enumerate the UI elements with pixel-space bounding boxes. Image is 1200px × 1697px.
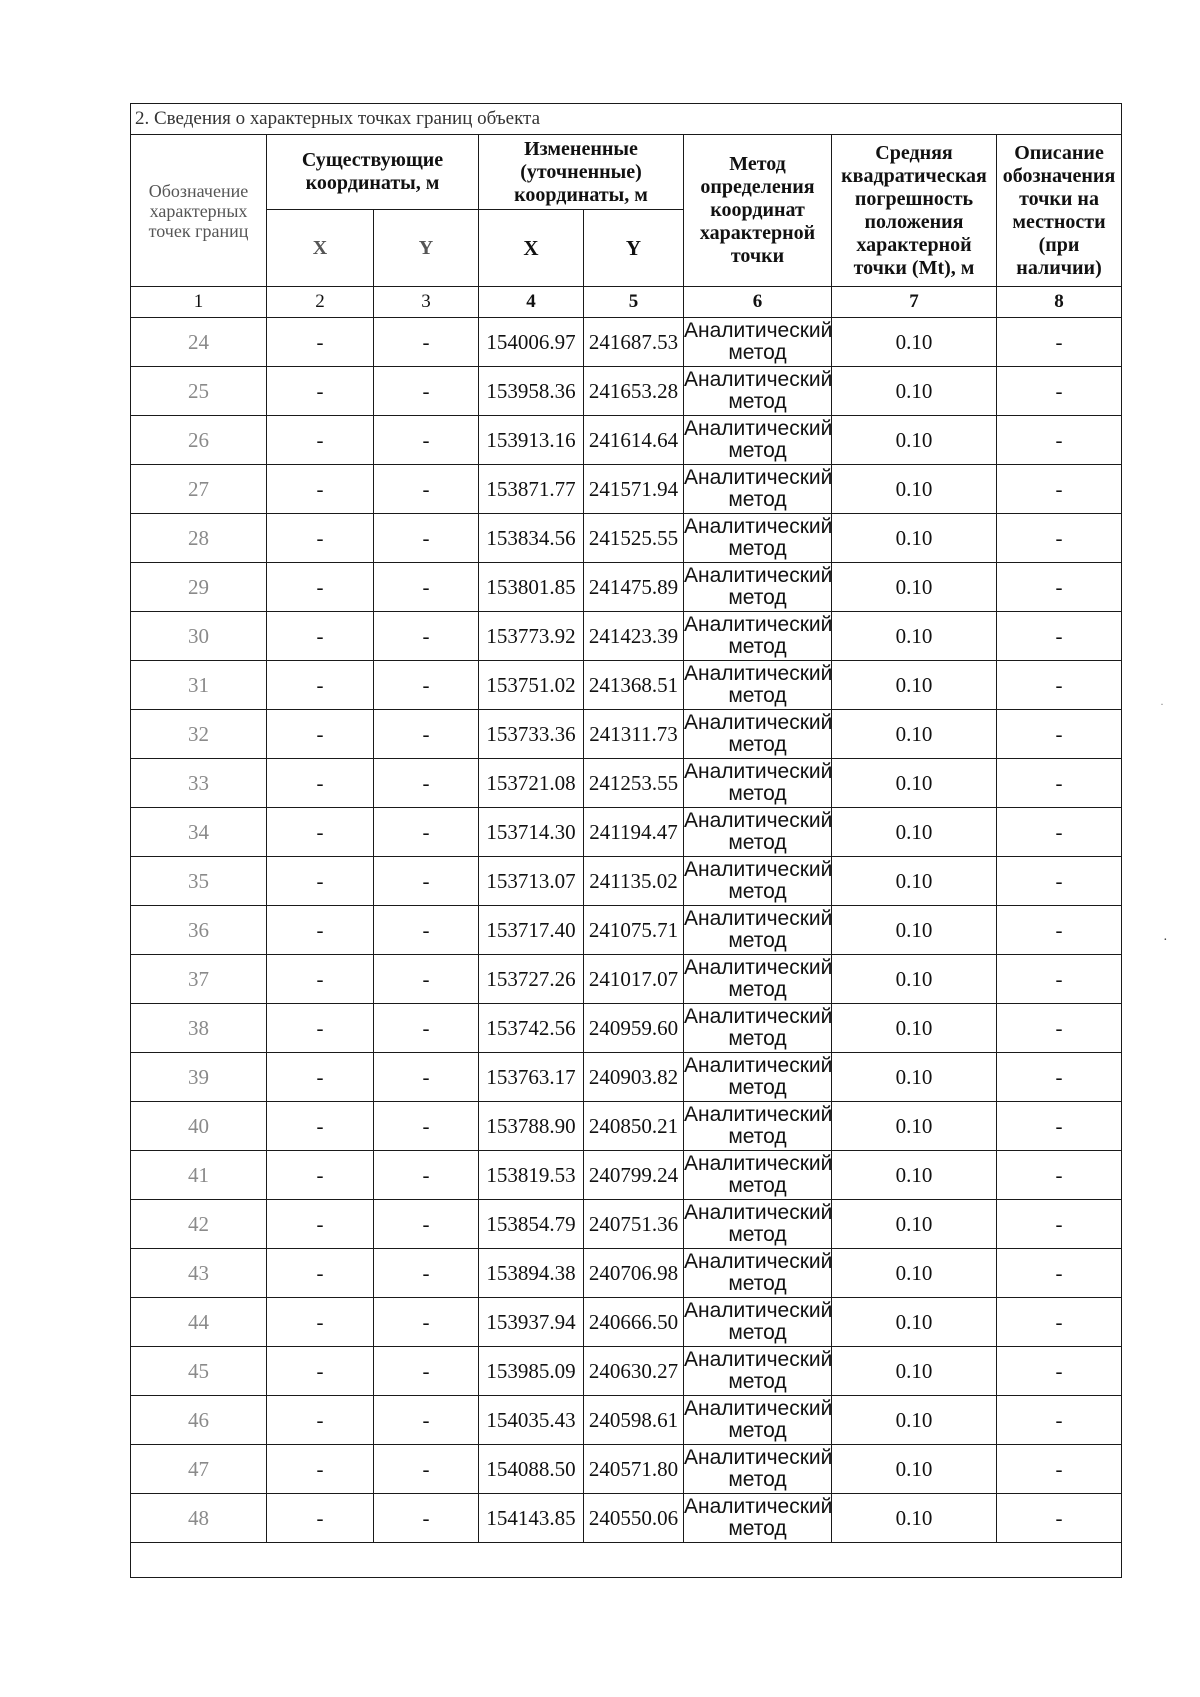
point-number-cell: 29 — [131, 563, 267, 612]
mean-error-cell: 0.10 — [832, 808, 997, 857]
column-number: 1 — [131, 287, 267, 318]
changed-y-cell: 240959.60 — [584, 1004, 684, 1053]
existing-y-cell: - — [374, 367, 479, 416]
changed-y-cell: 241368.51 — [584, 661, 684, 710]
empty-trailing-row — [131, 1543, 1122, 1578]
existing-x-cell: - — [267, 1053, 374, 1102]
mean-error-cell: 0.10 — [832, 710, 997, 759]
existing-y-cell: - — [374, 1102, 479, 1151]
table-row — [131, 1249, 1122, 1298]
mean-error-cell: 0.10 — [832, 318, 997, 367]
column-number: 4 — [479, 287, 584, 318]
existing-x-cell: - — [267, 1249, 374, 1298]
method-cell: Аналитический метод — [684, 857, 832, 906]
table-row — [131, 465, 1122, 514]
method-cell: Аналитический метод — [684, 1200, 832, 1249]
changed-x-cell: 153894.38 — [479, 1249, 584, 1298]
changed-x-cell: 153958.36 — [479, 367, 584, 416]
changed-x-cell: 153727.26 — [479, 955, 584, 1004]
existing-x-cell: - — [267, 563, 374, 612]
changed-y-cell: 240571.80 — [584, 1445, 684, 1494]
method-cell: Аналитический метод — [684, 1494, 832, 1543]
changed-x-cell: 153937.94 — [479, 1298, 584, 1347]
boundary-points-table — [130, 103, 1122, 1578]
table-row — [131, 857, 1122, 906]
description-cell: - — [997, 1200, 1122, 1249]
description-cell: - — [997, 1298, 1122, 1347]
table-row — [131, 514, 1122, 563]
table-row — [131, 808, 1122, 857]
method-cell: Аналитический метод — [684, 1445, 832, 1494]
point-number-cell: 36 — [131, 906, 267, 955]
existing-y-cell: - — [374, 465, 479, 514]
point-number-cell: 25 — [131, 367, 267, 416]
changed-y-cell: 241194.47 — [584, 808, 684, 857]
description-cell: - — [997, 1347, 1122, 1396]
description-cell: - — [997, 416, 1122, 465]
changed-y-cell: 241687.53 — [584, 318, 684, 367]
mean-error-cell: 0.10 — [832, 416, 997, 465]
existing-x-cell: - — [267, 318, 374, 367]
table-row — [131, 612, 1122, 661]
description-cell: - — [997, 465, 1122, 514]
point-number-cell: 26 — [131, 416, 267, 465]
table-row — [131, 906, 1122, 955]
method-cell: Аналитический метод — [684, 710, 832, 759]
column-number: 6 — [684, 287, 832, 318]
point-number-cell: 38 — [131, 1004, 267, 1053]
description-cell: - — [997, 514, 1122, 563]
description-cell: - — [997, 1494, 1122, 1543]
point-number-cell: 43 — [131, 1249, 267, 1298]
table-row — [131, 318, 1122, 367]
mean-error-cell: 0.10 — [832, 563, 997, 612]
description-cell: - — [997, 857, 1122, 906]
changed-y-cell: 241614.64 — [584, 416, 684, 465]
point-number-cell: 34 — [131, 808, 267, 857]
table-row — [131, 1200, 1122, 1249]
mean-error-cell: 0.10 — [832, 1102, 997, 1151]
changed-x-cell: 153871.77 — [479, 465, 584, 514]
changed-x-cell: 153717.40 — [479, 906, 584, 955]
changed-y-cell: 240751.36 — [584, 1200, 684, 1249]
changed-x-cell: 153854.79 — [479, 1200, 584, 1249]
point-number-cell: 41 — [131, 1151, 267, 1200]
column-number: 5 — [584, 287, 684, 318]
existing-y-cell: - — [374, 1347, 479, 1396]
method-cell: Аналитический метод — [684, 955, 832, 1004]
method-cell: Аналитический метод — [684, 808, 832, 857]
method-cell: Аналитический метод — [684, 1249, 832, 1298]
existing-x-cell: - — [267, 1151, 374, 1200]
header-mean-error: Средняя квадратическая погрешность положения характерной точки (Mt), м — [832, 135, 997, 287]
header-existing-x: X — [267, 210, 374, 287]
mean-error-cell: 0.10 — [832, 1445, 997, 1494]
existing-x-cell: - — [267, 367, 374, 416]
scan-speck: · — [1160, 697, 1164, 711]
table-row — [131, 367, 1122, 416]
table-row — [131, 1347, 1122, 1396]
changed-x-cell: 153763.17 — [479, 1053, 584, 1102]
point-number-cell: 48 — [131, 1494, 267, 1543]
table-row — [131, 416, 1122, 465]
changed-y-cell: 241423.39 — [584, 612, 684, 661]
existing-x-cell: - — [267, 710, 374, 759]
changed-x-cell: 153713.07 — [479, 857, 584, 906]
changed-y-cell: 241653.28 — [584, 367, 684, 416]
changed-x-cell: 154006.97 — [479, 318, 584, 367]
mean-error-cell: 0.10 — [832, 661, 997, 710]
mean-error-cell: 0.10 — [832, 1053, 997, 1102]
existing-x-cell: - — [267, 612, 374, 661]
description-cell: - — [997, 367, 1122, 416]
mean-error-cell: 0.10 — [832, 955, 997, 1004]
existing-x-cell: - — [267, 857, 374, 906]
method-cell: Аналитический метод — [684, 1102, 832, 1151]
point-number-cell: 31 — [131, 661, 267, 710]
changed-y-cell: 241017.07 — [584, 955, 684, 1004]
point-number-cell: 44 — [131, 1298, 267, 1347]
point-number-cell: 30 — [131, 612, 267, 661]
existing-y-cell: - — [374, 563, 479, 612]
method-cell: Аналитический метод — [684, 906, 832, 955]
existing-y-cell: - — [374, 1445, 479, 1494]
mean-error-cell: 0.10 — [832, 759, 997, 808]
existing-x-cell: - — [267, 661, 374, 710]
header-existing-coords: Существующие координаты, м — [267, 135, 479, 210]
existing-x-cell: - — [267, 1200, 374, 1249]
point-number-cell: 39 — [131, 1053, 267, 1102]
description-cell: - — [997, 563, 1122, 612]
point-number-cell: 45 — [131, 1347, 267, 1396]
changed-x-cell: 153801.85 — [479, 563, 584, 612]
existing-y-cell: - — [374, 955, 479, 1004]
changed-x-cell: 153751.02 — [479, 661, 584, 710]
existing-y-cell: - — [374, 1200, 479, 1249]
table-row — [131, 759, 1122, 808]
changed-x-cell: 153742.56 — [479, 1004, 584, 1053]
mean-error-cell: 0.10 — [832, 1494, 997, 1543]
mean-error-cell: 0.10 — [832, 1298, 997, 1347]
existing-y-cell: - — [374, 661, 479, 710]
changed-y-cell: 241525.55 — [584, 514, 684, 563]
mean-error-cell: 0.10 — [832, 906, 997, 955]
point-number-cell: 37 — [131, 955, 267, 1004]
changed-y-cell: 240799.24 — [584, 1151, 684, 1200]
existing-y-cell: - — [374, 318, 479, 367]
changed-y-cell: 241311.73 — [584, 710, 684, 759]
mean-error-cell: 0.10 — [832, 857, 997, 906]
existing-y-cell: - — [374, 1494, 479, 1543]
changed-x-cell: 153985.09 — [479, 1347, 584, 1396]
method-cell: Аналитический метод — [684, 1396, 832, 1445]
changed-y-cell: 241135.02 — [584, 857, 684, 906]
existing-y-cell: - — [374, 1004, 479, 1053]
description-cell: - — [997, 1151, 1122, 1200]
changed-x-cell: 153819.53 — [479, 1151, 584, 1200]
description-cell: - — [997, 1102, 1122, 1151]
point-number-cell: 28 — [131, 514, 267, 563]
point-number-cell: 46 — [131, 1396, 267, 1445]
method-cell: Аналитический метод — [684, 514, 832, 563]
point-number-cell: 24 — [131, 318, 267, 367]
existing-y-cell: - — [374, 1249, 479, 1298]
method-cell: Аналитический метод — [684, 1151, 832, 1200]
header-point-designation: Обозначение характерных точек границ — [131, 135, 267, 287]
description-cell: - — [997, 955, 1122, 1004]
changed-x-cell: 153773.92 — [479, 612, 584, 661]
method-cell: Аналитический метод — [684, 1298, 832, 1347]
column-number: 2 — [267, 287, 374, 318]
changed-x-cell: 154143.85 — [479, 1494, 584, 1543]
method-cell: Аналитический метод — [684, 318, 832, 367]
existing-x-cell: - — [267, 1347, 374, 1396]
changed-y-cell: 240666.50 — [584, 1298, 684, 1347]
changed-y-cell: 240598.61 — [584, 1396, 684, 1445]
method-cell: Аналитический метод — [684, 465, 832, 514]
table-row — [131, 1396, 1122, 1445]
header-changed-y: Y — [584, 210, 684, 287]
mean-error-cell: 0.10 — [832, 1396, 997, 1445]
table-row — [131, 1102, 1122, 1151]
method-cell: Аналитический метод — [684, 1004, 832, 1053]
table-row — [131, 955, 1122, 1004]
description-cell: - — [997, 661, 1122, 710]
changed-x-cell: 153721.08 — [479, 759, 584, 808]
point-number-cell: 33 — [131, 759, 267, 808]
existing-y-cell: - — [374, 1298, 479, 1347]
table-row — [131, 1004, 1122, 1053]
existing-y-cell: - — [374, 710, 479, 759]
column-numbers-row — [131, 287, 1122, 318]
table-row — [131, 1053, 1122, 1102]
mean-error-cell: 0.10 — [832, 1004, 997, 1053]
description-cell: - — [997, 808, 1122, 857]
header-method: Метод определения координат характерной точки — [684, 135, 832, 287]
existing-x-cell: - — [267, 416, 374, 465]
existing-y-cell: - — [374, 1151, 479, 1200]
empty-cell — [131, 1543, 1122, 1578]
changed-y-cell: 240550.06 — [584, 1494, 684, 1543]
column-number: 8 — [997, 287, 1122, 318]
description-cell: - — [997, 1396, 1122, 1445]
mean-error-cell: 0.10 — [832, 465, 997, 514]
changed-x-cell: 153714.30 — [479, 808, 584, 857]
existing-y-cell: - — [374, 612, 479, 661]
existing-x-cell: - — [267, 1396, 374, 1445]
table-row — [131, 563, 1122, 612]
existing-x-cell: - — [267, 1004, 374, 1053]
existing-x-cell: - — [267, 906, 374, 955]
section-title: 2. Сведения о характерных точках границ объекта — [131, 104, 1122, 135]
method-cell: Аналитический метод — [684, 416, 832, 465]
header-changed-x: X — [479, 210, 584, 287]
description-cell: - — [997, 759, 1122, 808]
existing-y-cell: - — [374, 857, 479, 906]
existing-x-cell: - — [267, 1102, 374, 1151]
changed-y-cell: 241475.89 — [584, 563, 684, 612]
mean-error-cell: 0.10 — [832, 514, 997, 563]
existing-x-cell: - — [267, 1494, 374, 1543]
existing-y-cell: - — [374, 759, 479, 808]
changed-y-cell: 240850.21 — [584, 1102, 684, 1151]
table-row — [131, 1298, 1122, 1347]
mean-error-cell: 0.10 — [832, 1347, 997, 1396]
header-existing-y: Y — [374, 210, 479, 287]
description-cell: - — [997, 318, 1122, 367]
mean-error-cell: 0.10 — [832, 612, 997, 661]
table-row — [131, 1151, 1122, 1200]
description-cell: - — [997, 1053, 1122, 1102]
method-cell: Аналитический метод — [684, 759, 832, 808]
changed-y-cell: 241571.94 — [584, 465, 684, 514]
changed-x-cell: 153913.16 — [479, 416, 584, 465]
existing-x-cell: - — [267, 514, 374, 563]
existing-x-cell: - — [267, 465, 374, 514]
method-cell: Аналитический метод — [684, 661, 832, 710]
header-description: Описание обозначения точки на местности (при наличии) — [997, 135, 1122, 287]
mean-error-cell: 0.10 — [832, 367, 997, 416]
method-cell: Аналитический метод — [684, 367, 832, 416]
description-cell: - — [997, 1445, 1122, 1494]
column-number: 3 — [374, 287, 479, 318]
existing-y-cell: - — [374, 1053, 479, 1102]
existing-x-cell: - — [267, 1298, 374, 1347]
table-row — [131, 1494, 1122, 1543]
changed-x-cell: 153733.36 — [479, 710, 584, 759]
changed-y-cell: 241253.55 — [584, 759, 684, 808]
existing-y-cell: - — [374, 514, 479, 563]
existing-x-cell: - — [267, 1445, 374, 1494]
point-number-cell: 35 — [131, 857, 267, 906]
table-row — [131, 710, 1122, 759]
mean-error-cell: 0.10 — [832, 1249, 997, 1298]
description-cell: - — [997, 1004, 1122, 1053]
mean-error-cell: 0.10 — [832, 1151, 997, 1200]
description-cell: - — [997, 1249, 1122, 1298]
method-cell: Аналитический метод — [684, 1347, 832, 1396]
changed-y-cell: 241075.71 — [584, 906, 684, 955]
description-cell: - — [997, 612, 1122, 661]
existing-x-cell: - — [267, 759, 374, 808]
description-cell: - — [997, 906, 1122, 955]
scan-speck: · — [1163, 933, 1168, 948]
table-row — [131, 1445, 1122, 1494]
changed-x-cell: 153788.90 — [479, 1102, 584, 1151]
point-number-cell: 32 — [131, 710, 267, 759]
point-number-cell: 40 — [131, 1102, 267, 1151]
header-changed-coords: Измененные (уточненные) координаты, м — [479, 135, 684, 210]
changed-x-cell: 154088.50 — [479, 1445, 584, 1494]
point-number-cell: 42 — [131, 1200, 267, 1249]
existing-y-cell: - — [374, 1396, 479, 1445]
changed-y-cell: 240706.98 — [584, 1249, 684, 1298]
method-cell: Аналитический метод — [684, 612, 832, 661]
changed-x-cell: 154035.43 — [479, 1396, 584, 1445]
method-cell: Аналитический метод — [684, 1053, 832, 1102]
existing-y-cell: - — [374, 906, 479, 955]
changed-y-cell: 240630.27 — [584, 1347, 684, 1396]
point-number-cell: 47 — [131, 1445, 267, 1494]
existing-y-cell: - — [374, 808, 479, 857]
method-cell: Аналитический метод — [684, 563, 832, 612]
existing-x-cell: - — [267, 808, 374, 857]
existing-y-cell: - — [374, 416, 479, 465]
existing-x-cell: - — [267, 955, 374, 1004]
description-cell: - — [997, 710, 1122, 759]
column-number: 7 — [832, 287, 997, 318]
changed-x-cell: 153834.56 — [479, 514, 584, 563]
changed-y-cell: 240903.82 — [584, 1053, 684, 1102]
mean-error-cell: 0.10 — [832, 1200, 997, 1249]
point-number-cell: 27 — [131, 465, 267, 514]
table-row — [131, 661, 1122, 710]
